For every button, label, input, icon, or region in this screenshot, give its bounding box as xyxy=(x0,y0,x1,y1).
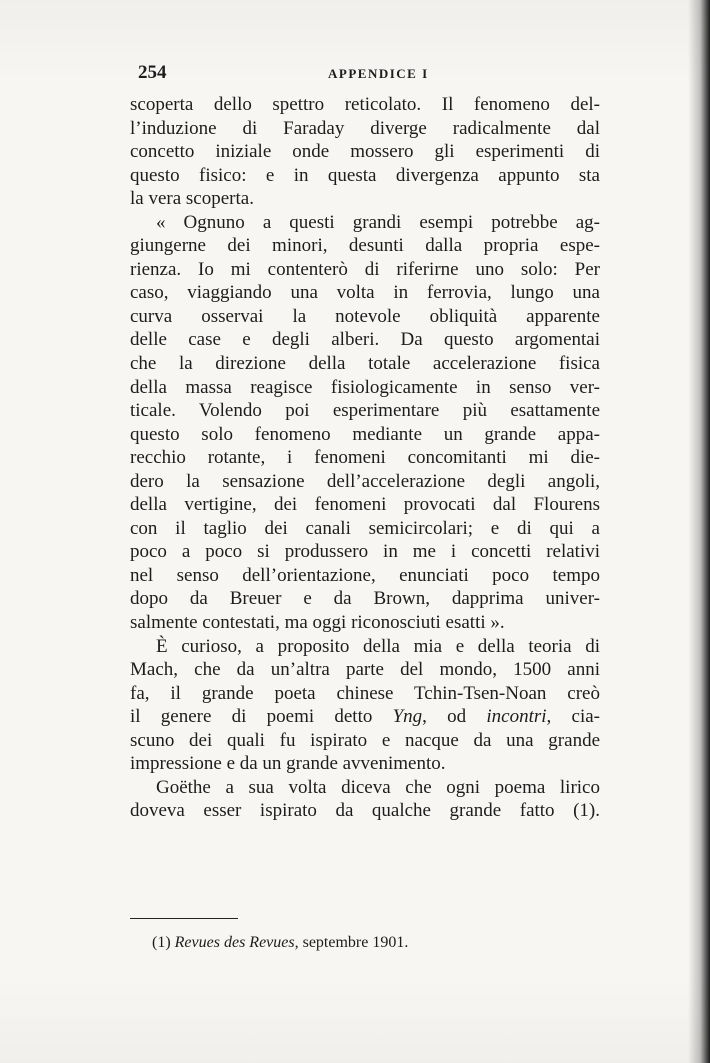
text-line: della massa reagisce fisiologicamente in senso ver- xyxy=(130,376,600,398)
text-line: la vera scoperta. xyxy=(130,188,254,210)
text-line: concetto iniziale onde mossero gli esperimenti di xyxy=(130,141,600,163)
footnote-journal: Revues des Revues, xyxy=(174,934,299,951)
page-edge-shadow xyxy=(688,0,710,1063)
italic-term-yng: Yng xyxy=(392,706,423,728)
text-line: curva osservai la notevole obliquità apparente xyxy=(130,305,600,327)
footnote-date: septembre 1901. xyxy=(302,934,409,951)
text-line: questo fisico: e in questa divergenza appunto sta xyxy=(130,164,600,186)
page-number: 254 xyxy=(138,62,167,83)
footnote xyxy=(152,934,408,952)
text-line: poco a poco si produssero in me i concetti relativi xyxy=(130,541,600,563)
text-line: che la direzione della totale accelerazione fisica xyxy=(130,353,600,375)
body-text xyxy=(130,93,600,823)
footnote-marker: (1) xyxy=(152,934,171,951)
text-line: doveva esser ispirato da qualche grande fatto (1). xyxy=(130,800,600,822)
italic-term-incontri: incontri xyxy=(486,706,547,728)
running-head: APPENDICE I xyxy=(328,66,429,81)
text-line: salmente contestati, ma oggi riconosciuti esatti ». xyxy=(130,612,505,634)
text-line: delle case e degli alberi. Da questo argomentai xyxy=(130,329,600,351)
text-line: scuno dei quali fu ispirato e nacque da una grande xyxy=(130,729,600,751)
text-line: l’induzione di Faraday diverge radicalmente dal xyxy=(130,117,600,139)
footnote-rule xyxy=(130,918,238,919)
text-line: recchio rotante, i fenomeni concomitanti mi die- xyxy=(130,447,600,469)
text-line: fa, il grande poeta chinese Tchin-Tsen-Noan creò xyxy=(130,682,600,704)
text-line-with-italics xyxy=(130,705,600,729)
text-run: , cia- xyxy=(546,706,600,728)
text-line: giungerne dei minori, desunti dalla propria espe- xyxy=(130,235,600,257)
text-line: dero la sensazione dell’accelerazione degli angoli, xyxy=(130,470,600,492)
text-line: ticale. Volendo poi esperimentare più esattamente xyxy=(130,400,600,422)
text-line: questo solo fenomeno mediante un grande appa- xyxy=(130,423,600,445)
text-line: con il taglio dei canali semicircolari; e di qui a xyxy=(130,517,600,539)
text-line: nel senso dell’orientazione, enunciati poco tempo xyxy=(130,564,600,586)
page-header xyxy=(138,62,608,86)
text-line-indent: È curioso, a proposito della mia e della teoria di xyxy=(156,635,600,657)
text-line: della vertigine, dei fenomeni provocati dal Flourens xyxy=(130,494,600,516)
text-line: Mach, che da un’altra parte del mondo, 1500 anni xyxy=(130,659,600,681)
text-line: dopo da Breuer e da Brown, dapprima univer- xyxy=(130,588,600,610)
text-run: il genere di poemi detto xyxy=(130,706,393,728)
text-run: , od xyxy=(422,706,487,728)
text-line-indent: Goëthe a sua volta diceva che ogni poema lirico xyxy=(156,776,600,798)
text-line: caso, viaggiando una volta in ferrovia, lungo una xyxy=(130,282,600,304)
text-line: scoperta dello spettro reticolato. Il fenomeno del- xyxy=(130,94,600,115)
text-line-indent: « Ognuno a questi grandi esempi potrebbe ag- xyxy=(156,211,600,233)
text-line: impressione e da un grande avvenimento. xyxy=(130,753,446,775)
text-line: rienza. Io mi contenterò di riferirne uno solo: Per xyxy=(130,258,600,280)
